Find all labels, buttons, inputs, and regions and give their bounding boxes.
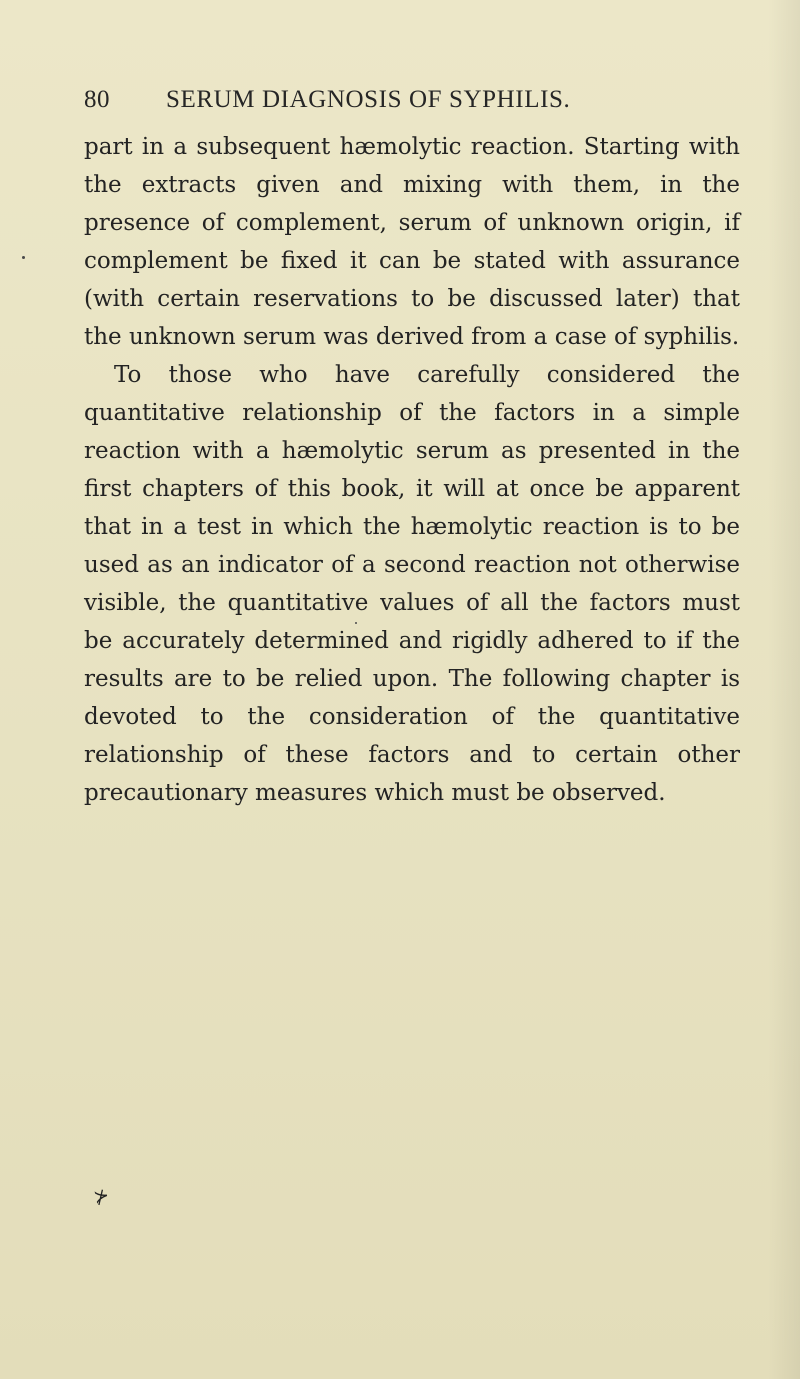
ink-fleck [355, 622, 357, 624]
paragraph-2: To those who have carefully considered the quantitative relationship of the factors in a simple reaction with a hæmolytic serum as presented in the first chapters of this book, it will at once be apparent that in a test in which the hæmolytic reaction is to be used as an indicator of a second reaction not otherwise visible, the quantitative values of all the factors must be accurately determined and rigidly adhered to if the results are to be relied upon. The following chapter is devoted to the consideration of the quantitative relationship of these factors and to certain other precautionary measures which must be observed. [84, 362, 740, 806]
margin-mark: ⊁ [91, 1184, 112, 1209]
page-number: 80 [84, 86, 110, 113]
paragraph-1: part in a subsequent hæmolytic reaction. Starting with the extracts given and mixing with them, in the presence of complement, serum of unknown origin, if complement be fixed it can be stated with assurance (with certain reservations to be discussed later) that the unknown serum was derived from a case of syphilis. [84, 134, 740, 350]
running-head [84, 86, 724, 126]
running-title: SERUM DIAGNOSIS OF SYPHILIS. [166, 86, 571, 113]
ink-fleck [22, 256, 25, 259]
body-text [84, 128, 740, 812]
